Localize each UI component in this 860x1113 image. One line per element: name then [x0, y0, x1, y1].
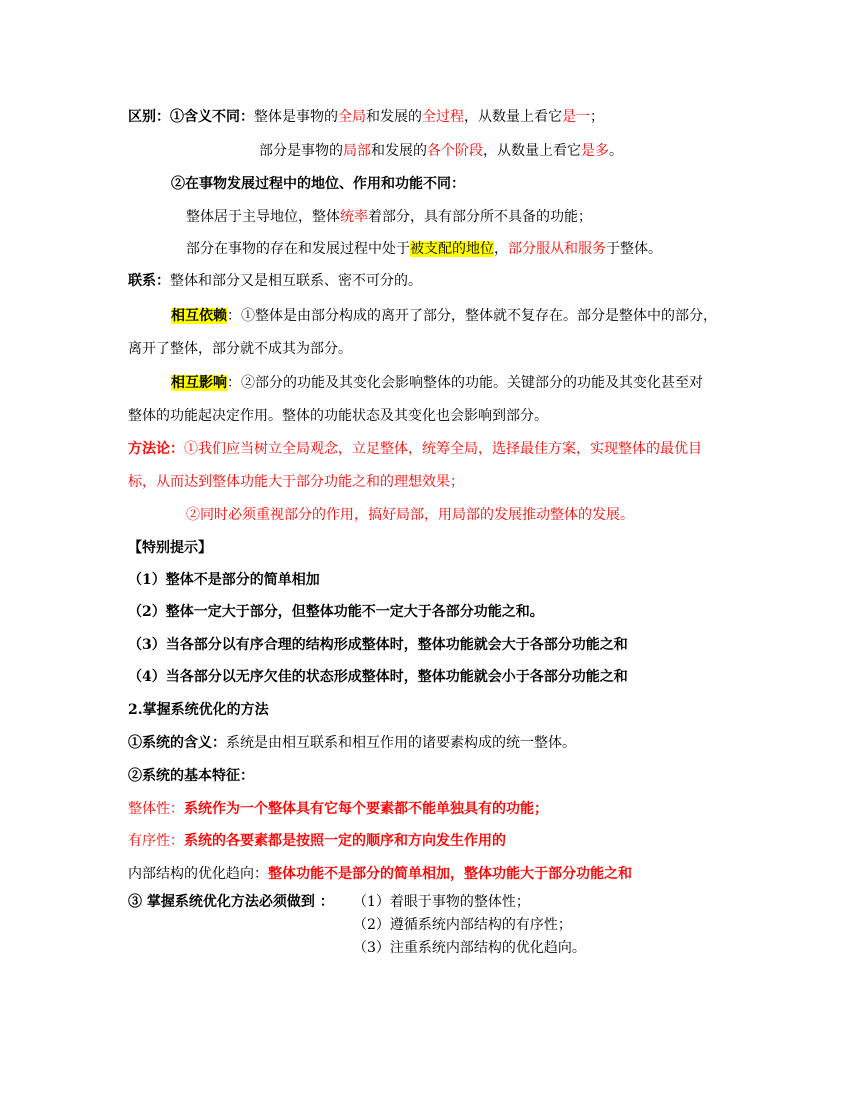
highlight-text: 是一 [562, 109, 590, 125]
diff-item1-title: ①含义不同： [170, 109, 254, 125]
tip-item: （2）整体一定大于部分，但整体功能不一定大于各部分功能之和。 [128, 604, 544, 620]
highlight-text: 全过程 [422, 109, 464, 125]
marked-text: 被支配的地位 [410, 241, 494, 257]
text: ：②部分的功能及其变化会影响整体的功能。关键部分的功能及其变化甚至对 [227, 375, 703, 391]
influence-line2: 整体的功能起决定作用。整体的功能状态及其变化也会影响到部分。 [128, 408, 548, 424]
link-label: 联系： [128, 273, 170, 289]
feature-label: 内部结构的优化趋向： [128, 866, 268, 882]
method-line3: ②同时必须重视部分的作用，搞好局部，用局部的发展推动整体的发展。 [186, 507, 634, 523]
must-item: （2）遵循系统内部结构的有序性； [353, 917, 572, 933]
feature-wholeness [128, 799, 548, 819]
feature-text: 系统作为一个整体具有它每个要素都不能单独具有的功能； [184, 801, 548, 817]
role-whole-line [186, 207, 592, 227]
feature-order [128, 831, 506, 851]
text: 和发展的 [371, 143, 427, 159]
tip-item: （3）当各部分以有序合理的结构形成整体时，整体功能就会大于各部分功能之和 [128, 637, 628, 653]
text: 着部分，具有部分所不具备的功能； [368, 209, 592, 225]
text: 于整体。 [606, 241, 662, 257]
feature-label: 有序性： [128, 833, 184, 849]
tip-item: （4）当各部分以无序欠佳的状态形成整体时，整体功能就会小于各部分功能之和 [128, 669, 628, 685]
text: 整体是事物的 [254, 109, 338, 125]
influence-line1 [171, 373, 703, 393]
feature-text: 系统的各要素都是按照一定的顺序和方向发生作用的 [184, 833, 506, 849]
tips-title: 【特别提示】 [128, 540, 212, 556]
diff-item2-title: ②在事物发展过程中的地位、作用和功能不同： [171, 176, 465, 192]
text: 系统是由相互联系和相互作用的诸要素构成的统一整体。 [226, 735, 576, 751]
diff-label: 区别： [128, 109, 170, 125]
feature-label: 整体性： [128, 801, 184, 817]
text: 和发展的 [366, 109, 422, 125]
must-item: （1）着眼于事物的整体性； [353, 894, 530, 910]
must-item: （3）注重系统内部结构的优化趋向。 [353, 940, 586, 956]
text: 部分是事物的 [259, 143, 343, 159]
dependence-label: 相互依赖 [171, 308, 227, 324]
method-label: 方法论： [128, 441, 184, 457]
text: 整体居于主导地位，整体 [186, 209, 340, 225]
feature-text: 整体功能不是部分的简单相加，整体功能大于部分功能之和 [268, 866, 632, 882]
diff-line-part [259, 141, 623, 161]
role-part-line [186, 239, 662, 259]
feature-optimization [128, 864, 632, 884]
highlight-text: 部分服从和服务 [508, 241, 606, 257]
system-features-label: ②系统的基本特征： [128, 768, 254, 784]
definition-label: ①系统的含义： [128, 735, 226, 751]
highlight-text: 局部 [343, 143, 371, 159]
text: ，从数量上看它 [483, 143, 581, 159]
system-definition [128, 733, 576, 753]
dependence-line1 [171, 306, 717, 326]
influence-label: 相互影响 [171, 375, 227, 391]
method-line1 [128, 439, 702, 459]
highlight-text: 全局 [338, 109, 366, 125]
tip-item: （1）整体不是部分的简单相加 [128, 572, 320, 588]
text: ：①整体是由部分构成的离开了部分，整体就不复存在。部分是整体中的部分， [227, 308, 717, 324]
text: 部分在事物的存在和发展过程中处于 [186, 241, 410, 257]
text: ①我们应当树立全局观念，立足整体，统筹全局，选择最佳方案，实现整体的最优目 [184, 441, 702, 457]
dependence-line2: 离开了整体，部分就不成其为部分。 [128, 341, 352, 357]
text: ，从数量上看它 [464, 109, 562, 125]
text: 。 [609, 143, 623, 159]
link-line [128, 271, 422, 291]
text: ； [590, 109, 604, 125]
highlight-text: 是多 [581, 143, 609, 159]
system-heading: 2.掌握系统优化的方法 [128, 702, 269, 718]
highlight-text: 统率 [340, 209, 368, 225]
must-label: ③ 掌握系统优化方法必须做到 ： [128, 894, 334, 910]
method-line2: 标，从而达到整体功能大于部分功能之和的理想效果； [128, 474, 464, 490]
text: ， [494, 241, 508, 257]
diff-line-whole [128, 107, 604, 127]
highlight-text: 各个阶段 [427, 143, 483, 159]
text: 整体和部分又是相互联系、密不可分的。 [170, 273, 422, 289]
